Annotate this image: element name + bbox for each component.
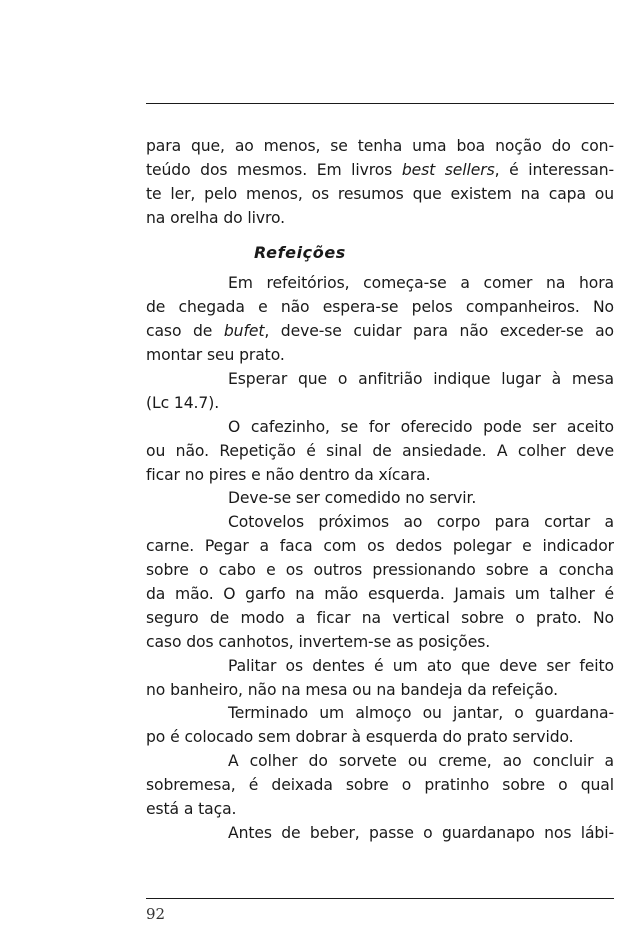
- text-line: para que, ao menos, se tenha uma boa noção do con-: [146, 137, 614, 155]
- text-line: teúdo dos mesmos. Em livros best sellers, é interessan-: [146, 160, 614, 179]
- text-line: (Lc 14.7).: [146, 393, 220, 412]
- text-line: sobre o cabo e os outros pressionando sobre a concha: [146, 561, 614, 580]
- page-number: 92: [146, 905, 166, 923]
- text-line: Palitar os dentes é um ato que deve ser feito: [228, 656, 614, 675]
- emphasis: bufet: [223, 322, 265, 341]
- header-rule: [146, 103, 614, 104]
- text-line: Em refeitórios, começa-se a comer na hora: [228, 274, 614, 293]
- section-paragraphs: [146, 272, 614, 845]
- text-line: po é colocado sem dobrar à esquerda do prato servido.: [146, 728, 574, 747]
- intro-paragraph: [146, 135, 614, 231]
- text-line: seguro de modo a ficar na vertical sobre o prato. No: [146, 608, 614, 627]
- text-line: Antes de beber, passe o guardanapo nos lábi-: [228, 823, 614, 842]
- text-line: te ler, pelo menos, os resumos que existem na capa ou: [146, 184, 614, 203]
- text-line: da mão. O garfo na mão esquerda. Jamais um talher é: [146, 585, 614, 604]
- text-line: Terminado um almoço ou jantar, o guardana-: [228, 704, 614, 723]
- emphasis: best sellers: [401, 160, 495, 179]
- text-line: caso dos canhotos, invertem-se as posições.: [146, 632, 491, 651]
- text-line: está a taça.: [146, 800, 237, 819]
- text-line: Deve-se ser comedido no servir.: [228, 489, 477, 508]
- text-line: montar seu prato.: [146, 346, 285, 365]
- text-line: caso de bufet, deve-se cuidar para não exceder-se ao: [146, 322, 614, 341]
- text-line: na orelha do livro.: [146, 208, 286, 227]
- text-line: sobremesa, é deixada sobre o pratinho sobre o qual: [146, 776, 614, 795]
- text-line: Cotovelos próximos ao corpo para cortar a: [228, 513, 614, 532]
- text-line: A colher do sorvete ou creme, ao concluir a: [228, 752, 614, 771]
- text-line: carne. Pegar a faca com os dedos polegar e indicador: [146, 537, 614, 556]
- text-line: de chegada e não espera-se pelos companheiros. No: [146, 298, 614, 317]
- body-text: [146, 135, 614, 846]
- footer-rule: [146, 898, 614, 899]
- text-line: no banheiro, não na mesa ou na bandeja da refeição.: [146, 680, 558, 699]
- text-line: Esperar que o anfitrião indique lugar à mesa: [228, 370, 614, 389]
- text-line: ficar no pires e não dentro da xícara.: [146, 465, 431, 484]
- section-heading: Refeições: [254, 242, 346, 262]
- text-line: O cafezinho, se for oferecido pode ser aceito: [228, 417, 614, 436]
- text-line: ou não. Repetição é sinal de ansiedade. A colher deve: [146, 441, 614, 460]
